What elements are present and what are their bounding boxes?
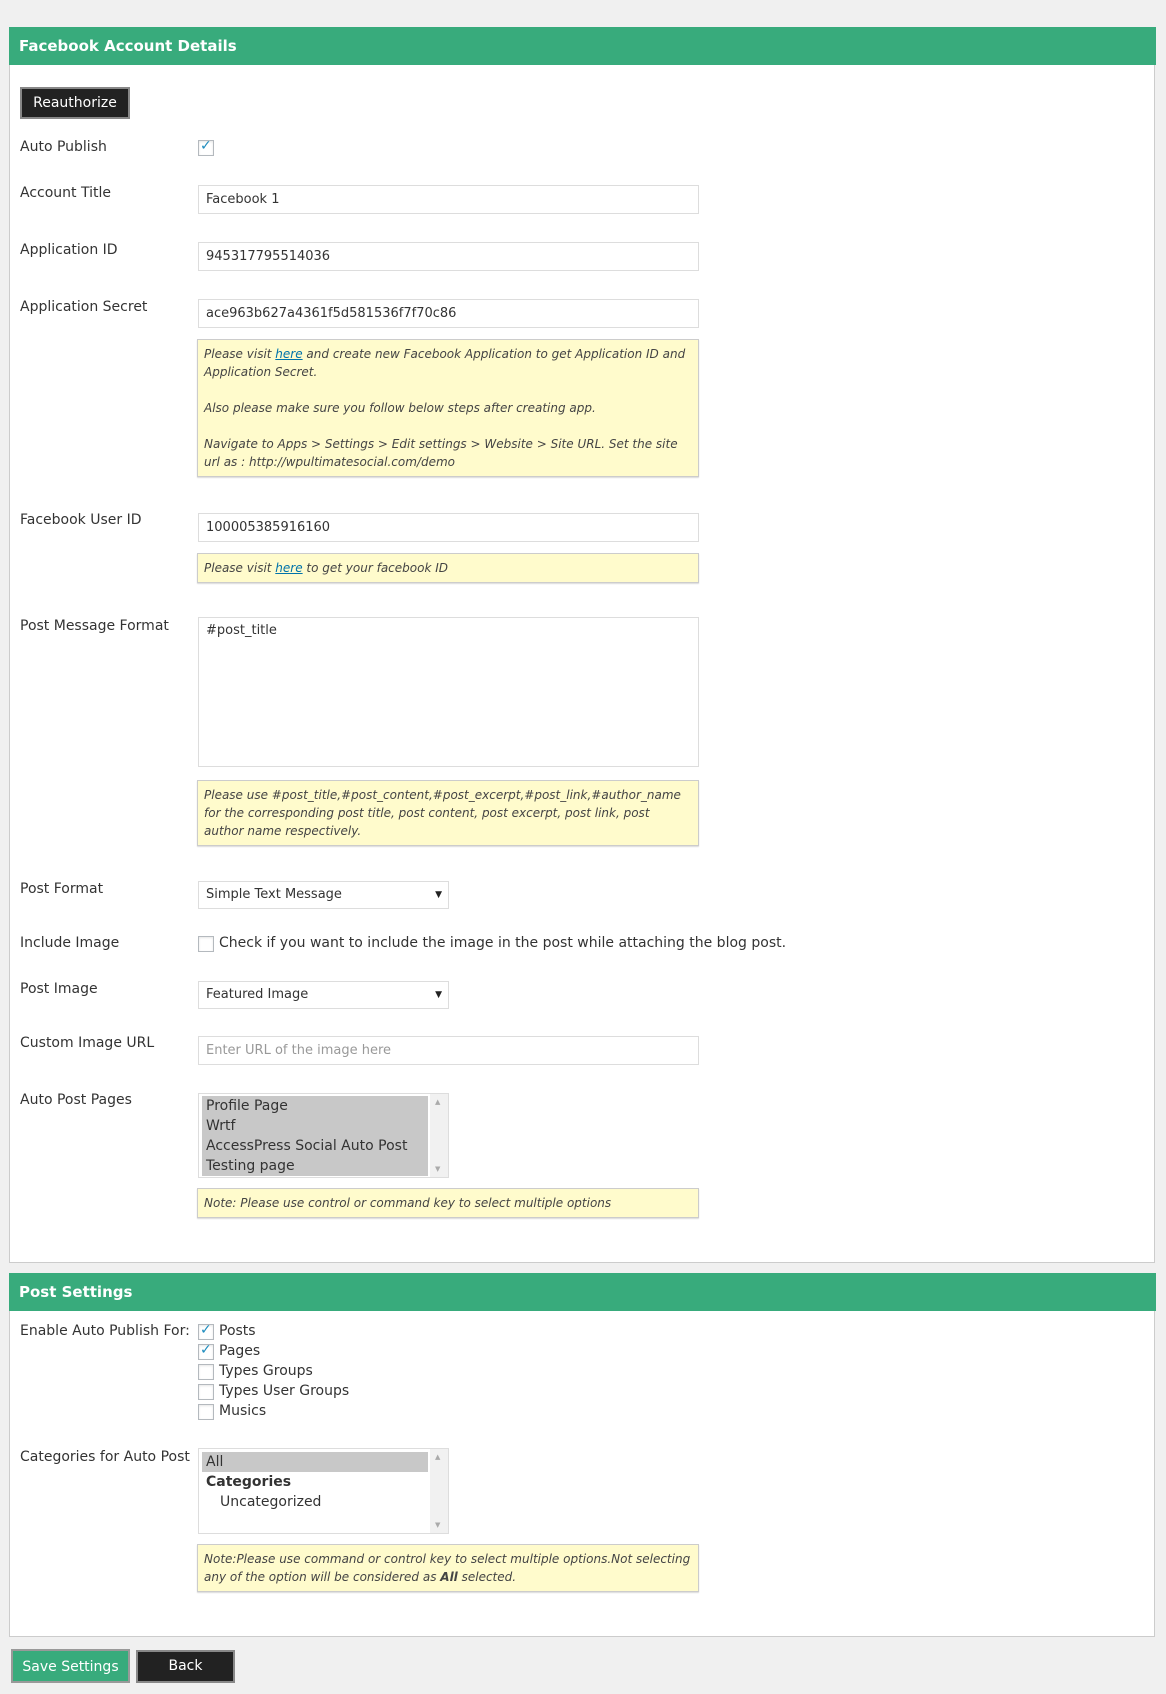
custom-image-url-label: Custom Image URL — [20, 1035, 155, 1051]
post-format-select[interactable] — [198, 881, 449, 909]
application-secret-input[interactable]: ace963b627a4361f5d581536f7f70c86 — [198, 299, 699, 328]
checkmark-icon: ✓ — [200, 138, 212, 154]
scroll-up-icon[interactable]: ▲ — [435, 1098, 441, 1106]
include-image-checkbox[interactable] — [198, 936, 214, 952]
application-id-label: Application ID — [20, 242, 118, 258]
types-user-groups-label: Types User Groups — [219, 1383, 350, 1399]
post-format-label: Post Format — [20, 881, 104, 897]
scroll-down-icon[interactable]: ▼ — [435, 1521, 441, 1529]
note-text: Please visit — [204, 561, 276, 575]
note-text: Please visit — [204, 347, 276, 361]
note-text: and create new Facebook Application to get Application ID and Application Secret. — [204, 347, 686, 379]
post-image-label: Post Image — [20, 981, 98, 997]
checkmark-icon: ✓ — [200, 1342, 212, 1358]
pages-label: Pages — [219, 1343, 261, 1359]
post-settings-header — [9, 1273, 1156, 1311]
scroll-down-icon[interactable]: ▼ — [435, 1165, 441, 1173]
save-settings-button[interactable]: Save Settings — [11, 1649, 130, 1683]
application-secret-label: Application Secret — [20, 299, 148, 315]
types-groups-label: Types Groups — [219, 1363, 313, 1379]
dropdown-arrow-icon: ▼ — [435, 890, 442, 900]
note-text: Navigate to Apps > Settings > Edit settings > Website > Site URL. Set the site url as : http://wpultimatesocial.com/demo — [204, 437, 678, 469]
facebook-section-header — [9, 27, 1156, 65]
post-image-select[interactable] — [198, 981, 449, 1009]
listbox-option[interactable]: Testing page — [202, 1156, 428, 1176]
listbox-option[interactable]: AccessPress Social Auto Post — [202, 1136, 428, 1156]
listbox-option[interactable]: Profile Page — [202, 1096, 428, 1116]
facebook-user-id-input[interactable]: 100005385916160 — [198, 513, 699, 542]
user-id-note — [197, 553, 699, 583]
custom-image-url-input[interactable]: Enter URL of the image here — [198, 1036, 699, 1065]
pages-checkbox[interactable] — [198, 1344, 214, 1360]
post-message-format-textarea[interactable]: #post_title — [198, 617, 699, 767]
include-image-text: Check if you want to include the image in the post while attaching the blog post. — [219, 935, 787, 951]
note-text: Note:Please use command or control key to select multiple options.Not selecting any of the option will be considered as — [204, 1552, 691, 1584]
back-button[interactable]: Back — [136, 1650, 235, 1683]
facebook-user-id-label: Facebook User ID — [20, 512, 142, 528]
post-message-note: Please use #post_title,#post_content,#post_excerpt,#post_link,#author_name for the corresponding post title, post content, post excerpt, post link, post author name respectively. — [197, 780, 699, 846]
musics-checkbox[interactable] — [198, 1404, 214, 1420]
note-bold-text: All — [440, 1570, 458, 1584]
musics-label: Musics — [219, 1403, 267, 1419]
posts-checkbox[interactable] — [198, 1324, 214, 1340]
reauthorize-button[interactable]: Reauthorize — [20, 87, 130, 119]
account-title-label: Account Title — [20, 185, 111, 201]
note-text: selected. — [457, 1570, 517, 1584]
categories-note — [197, 1544, 699, 1592]
auto-post-pages-listbox[interactable] — [198, 1093, 449, 1178]
types-user-groups-checkbox[interactable] — [198, 1384, 214, 1400]
auto-post-pages-label: Auto Post Pages — [20, 1092, 132, 1108]
checkmark-icon: ✓ — [200, 1322, 212, 1338]
listbox-option[interactable]: Wrtf — [202, 1116, 428, 1136]
note-text: Also please make sure you follow below steps after creating app. — [204, 401, 596, 415]
post-format-value: Simple Text Message — [206, 887, 342, 902]
application-note — [197, 339, 699, 477]
listbox-option[interactable]: Uncategorized — [220, 1494, 322, 1510]
enable-auto-publish-label: Enable Auto Publish For: — [20, 1323, 190, 1339]
account-title-input[interactable]: Facebook 1 — [198, 185, 699, 214]
application-id-input[interactable]: 945317795514036 — [198, 242, 699, 271]
user-id-here-link[interactable]: here — [275, 561, 303, 575]
listbox-option[interactable]: All — [202, 1452, 428, 1472]
scroll-up-icon[interactable]: ▲ — [435, 1453, 441, 1461]
note-text: to get your facebook ID — [302, 561, 449, 575]
app-here-link[interactable]: here — [275, 347, 303, 361]
posts-label: Posts — [219, 1323, 256, 1339]
post-message-format-label: Post Message Format — [20, 618, 169, 634]
listbox-scrollbar[interactable] — [430, 1094, 448, 1177]
facebook-section-title: Facebook Account Details — [19, 37, 237, 55]
post-image-value: Featured Image — [206, 987, 309, 1002]
auto-post-pages-note: Note: Please use control or command key to select multiple options — [197, 1188, 699, 1218]
listbox-optgroup: Categories — [206, 1474, 292, 1490]
listbox-scrollbar[interactable] — [430, 1449, 448, 1533]
dropdown-arrow-icon: ▼ — [435, 990, 442, 1000]
auto-publish-label: Auto Publish — [20, 139, 107, 155]
categories-listbox[interactable] — [198, 1448, 449, 1534]
types-groups-checkbox[interactable] — [198, 1364, 214, 1380]
auto-publish-checkbox[interactable] — [198, 140, 214, 156]
categories-label: Categories for Auto Post — [20, 1449, 190, 1465]
post-settings-title: Post Settings — [19, 1283, 133, 1301]
include-image-label: Include Image — [20, 935, 120, 951]
